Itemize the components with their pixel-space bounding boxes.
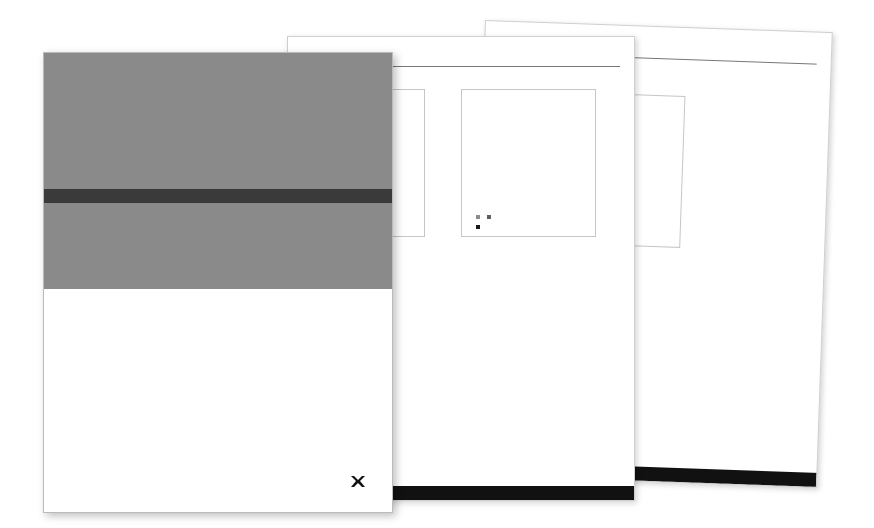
dale-carnegie-logo bbox=[350, 475, 366, 495]
cover-top-panel bbox=[44, 53, 392, 189]
header-rule bbox=[392, 66, 620, 67]
chart-legend bbox=[476, 212, 494, 232]
cover-label-band bbox=[44, 189, 392, 203]
legend-swatch-partially bbox=[487, 215, 491, 219]
cover-page bbox=[43, 52, 393, 513]
pie-chart-only-positive bbox=[461, 89, 596, 237]
legend-swatch-fully bbox=[476, 215, 480, 219]
legend-swatch-disengaged bbox=[476, 225, 480, 229]
logo-mark-icon bbox=[350, 475, 366, 489]
cover-title-panel bbox=[44, 203, 392, 289]
